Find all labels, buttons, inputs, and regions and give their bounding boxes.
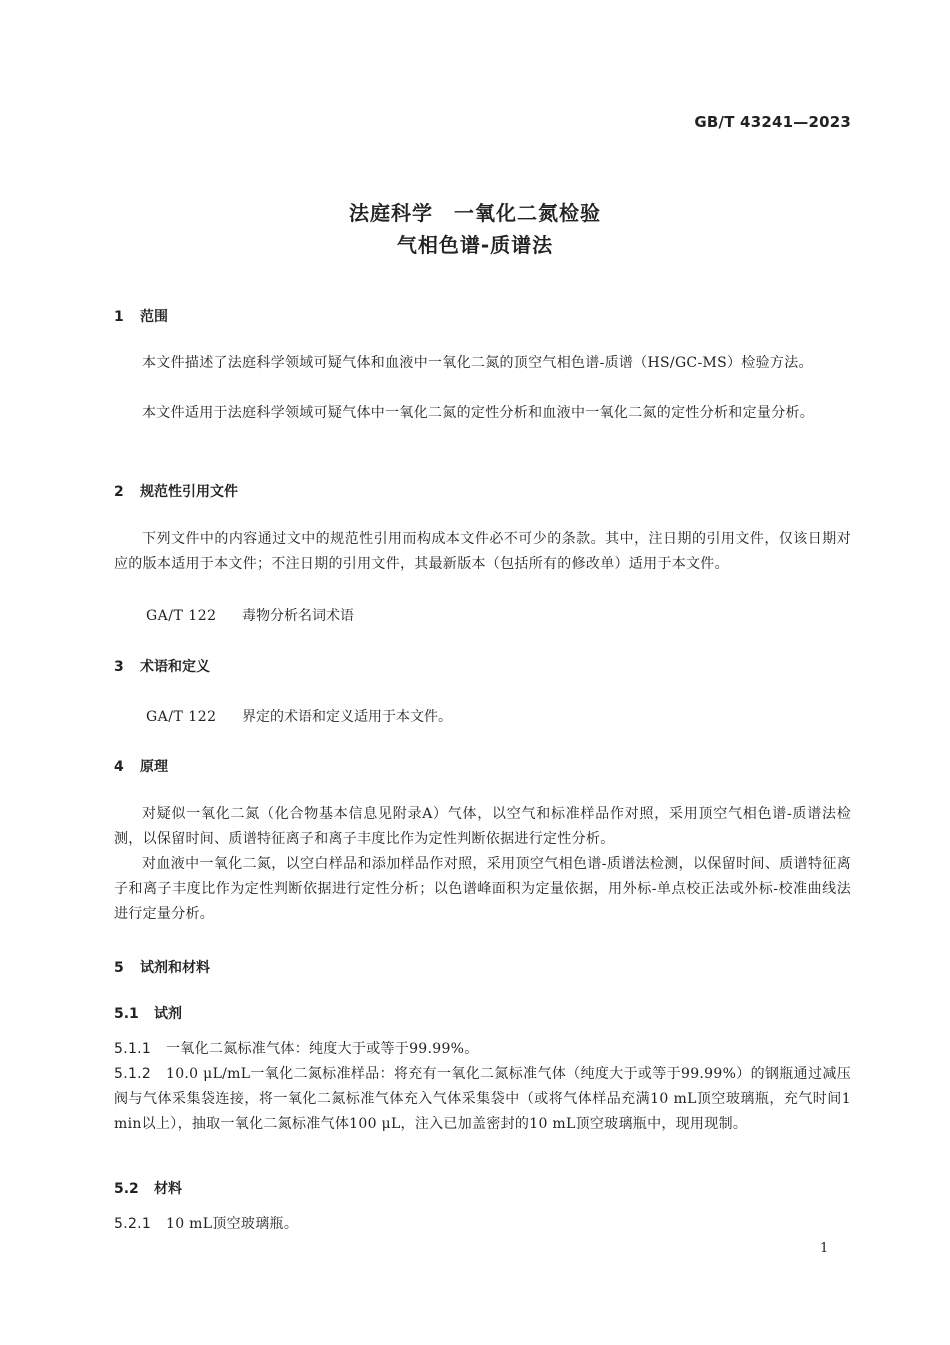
subsection-title: 试剂 (154, 1006, 182, 1022)
scope-paragraph-2: 本文件适用于法庭科学领域可疑气体中一氧化二氮的定性分析和血液中一氧化二氮的定性分析和定量分析。 (142, 405, 815, 421)
document-title: 法庭科学 一氧化二氮检验 (349, 201, 601, 225)
clause-5-1-1 (114, 1037, 851, 1062)
section-number: 3 (114, 659, 124, 675)
clause-5-1-2 (114, 1062, 851, 1137)
section-5-heading (114, 957, 210, 977)
subsection-number: 5.2 (114, 1181, 139, 1197)
clause-text: 一氧化二氮标准气体：纯度大于或等于99.99%。 (166, 1041, 479, 1057)
section-3-heading (114, 656, 210, 676)
principle-paragraph-2: 对血液中一氧化二氮，以空白样品和添加样品作对照，采用顶空气相色谱-质谱法检测，以保留时间、质谱特征离子和离子丰度比作为定性判断依据进行定性分析；以色谱峰面积为定量依据，用外标-单点校正法或外标-校准曲线法进行定量分析。 (114, 856, 851, 922)
clause-number: 5.1.1 (114, 1041, 152, 1057)
normative-references-paragraph: 下列文件中的内容通过文中的规范性引用而构成本文件必不可少的条款。其中，注日期的引用文件，仅该日期对应的版本适用于本文件；不注日期的引用文件，其最新版本（包括所有的修改单）适用于本文件。 (114, 531, 851, 572)
terms-definitions-text (146, 706, 452, 726)
reference-code: GA/T 122 (146, 608, 217, 624)
reference-code: GA/T 122 (146, 709, 217, 725)
section-number: 1 (114, 309, 124, 325)
document-subtitle: 气相色谱-质谱法 (396, 233, 554, 257)
section-number: 2 (114, 484, 124, 500)
reference-title: 毒物分析名词术语 (242, 608, 354, 624)
standard-number: GB/T 43241—2023 (694, 113, 851, 131)
subsection-title: 材料 (154, 1181, 182, 1197)
section-title: 试剂和材料 (140, 960, 210, 976)
section-number: 4 (114, 759, 124, 775)
principle-paragraph-1: 对疑似一氧化二氮（化合物基本信息见附录A）气体，以空气和标准样品作对照，采用顶空气相色谱-质谱法检测，以保留时间、质谱特征离子和离子丰度比作为定性判断依据进行定性分析。 (114, 806, 851, 847)
scope-paragraph-1: 本文件描述了法庭科学领域可疑气体和血液中一氧化二氮的顶空气相色谱-质谱（HS/GC-MS）检验方法。 (142, 355, 813, 371)
subsection-number: 5.1 (114, 1006, 139, 1022)
clause-number: 5.2.1 (114, 1216, 152, 1232)
subsection-5-2-heading (114, 1178, 182, 1198)
section-2-heading (114, 481, 238, 501)
terms-text: 界定的术语和定义适用于本文件。 (242, 709, 452, 725)
section-title: 范围 (140, 309, 168, 325)
clause-text: 10.0 μL/mL一氧化二氮标准样品：将充有一氧化二氮标准气体（纯度大于或等于99.99%）的钢瓶通过减压阀与气体采集袋连接，将一氧化二氮标准气体充入气体采集袋中（或将气体样品充满10 mL顶空玻璃瓶，充气时间1 min以上），抽取一氧化二氮标准气体100 μL，注入已加盖密封的10 mL顶空玻璃瓶中，现用现制。 (114, 1066, 851, 1132)
subsection-5-1-heading (114, 1003, 182, 1023)
clause-number: 5.1.2 (114, 1066, 152, 1082)
clause-5-2-1 (114, 1212, 851, 1237)
page-number: 1 (820, 1241, 829, 1256)
section-title: 术语和定义 (140, 659, 210, 675)
section-title: 原理 (140, 759, 168, 775)
clause-text: 10 mL顶空玻璃瓶。 (166, 1216, 299, 1232)
reference-entry (146, 605, 354, 625)
section-title: 规范性引用文件 (140, 484, 238, 500)
section-1-heading (114, 306, 168, 326)
section-4-heading (114, 756, 168, 776)
section-number: 5 (114, 960, 124, 976)
